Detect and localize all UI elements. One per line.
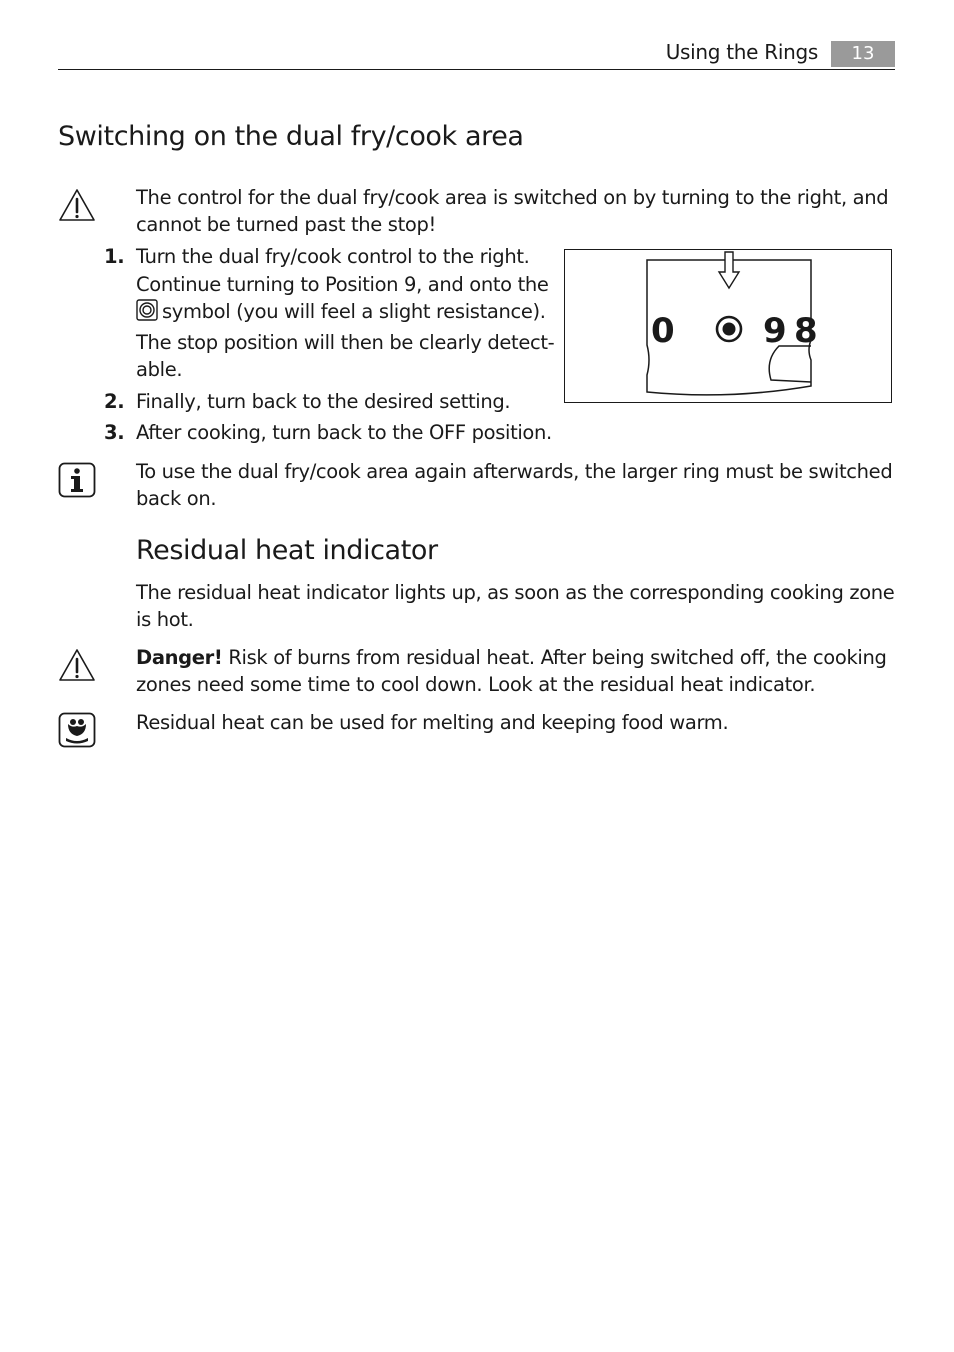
tip-text: Residual heat can be used for melting and keeping food warm. — [136, 711, 729, 734]
knob-scale-drawing — [565, 250, 891, 402]
list-item — [104, 388, 561, 416]
step-number: 2. — [104, 389, 125, 413]
section-title-residual-heat: Residual heat indicator — [136, 535, 438, 566]
list-item — [104, 419, 561, 447]
info-icon — [58, 462, 96, 498]
warning-triangle-icon — [58, 188, 96, 224]
list-item — [104, 243, 561, 384]
scale-label-nine: 9 — [763, 311, 787, 351]
step-text: symbol (you will feel a slight resistance). The stop position will then be clearly detect-able. — [136, 300, 555, 381]
section-title-dual-fry-cook: Switching on the dual fry/cook area — [58, 121, 524, 152]
danger-text: Risk of burns from residual heat. After being switched off, the cooking zones need some time to cool down. Look at the residual heat indicator. — [136, 646, 887, 696]
residual-heat-intro: The residual heat indicator lights up, as soon as the corresponding cooking zone is hot. — [136, 581, 895, 631]
environment-tip-icon — [58, 712, 96, 748]
running-header-title: Using the Rings — [665, 40, 818, 64]
scale-label-zero: 0 — [651, 311, 675, 351]
header-rule — [58, 69, 895, 70]
info-text: To use the dual fry/cook area again afterwards, the larger ring must be switched back on. — [136, 460, 893, 510]
danger-label: Danger! — [136, 646, 223, 669]
step-text: Turn the dual fry/cook control to the right. Continue turning to Position 9, and onto the — [136, 245, 549, 296]
scale-label-eight: 8 — [794, 311, 818, 351]
danger-paragraph — [136, 644, 896, 698]
arrow-down-icon — [719, 252, 739, 288]
dual-ring-scale-symbol-icon — [717, 317, 741, 341]
warning-text: The control for the dual fry/cook area is switched on by turning to the right, and cannot be turned past the stop! — [136, 186, 889, 236]
warning-triangle-icon — [58, 648, 96, 684]
step-number: 3. — [104, 421, 125, 444]
dual-ring-symbol-icon — [136, 299, 158, 329]
control-knob-figure — [564, 249, 892, 403]
step-number: 1. — [104, 245, 125, 268]
step-text: After cooking, turn back to the OFF position. — [136, 421, 552, 444]
steps-list — [104, 243, 561, 451]
page-number: 13 — [831, 41, 895, 67]
step-text: Finally, turn back to the desired setting. — [136, 389, 511, 413]
